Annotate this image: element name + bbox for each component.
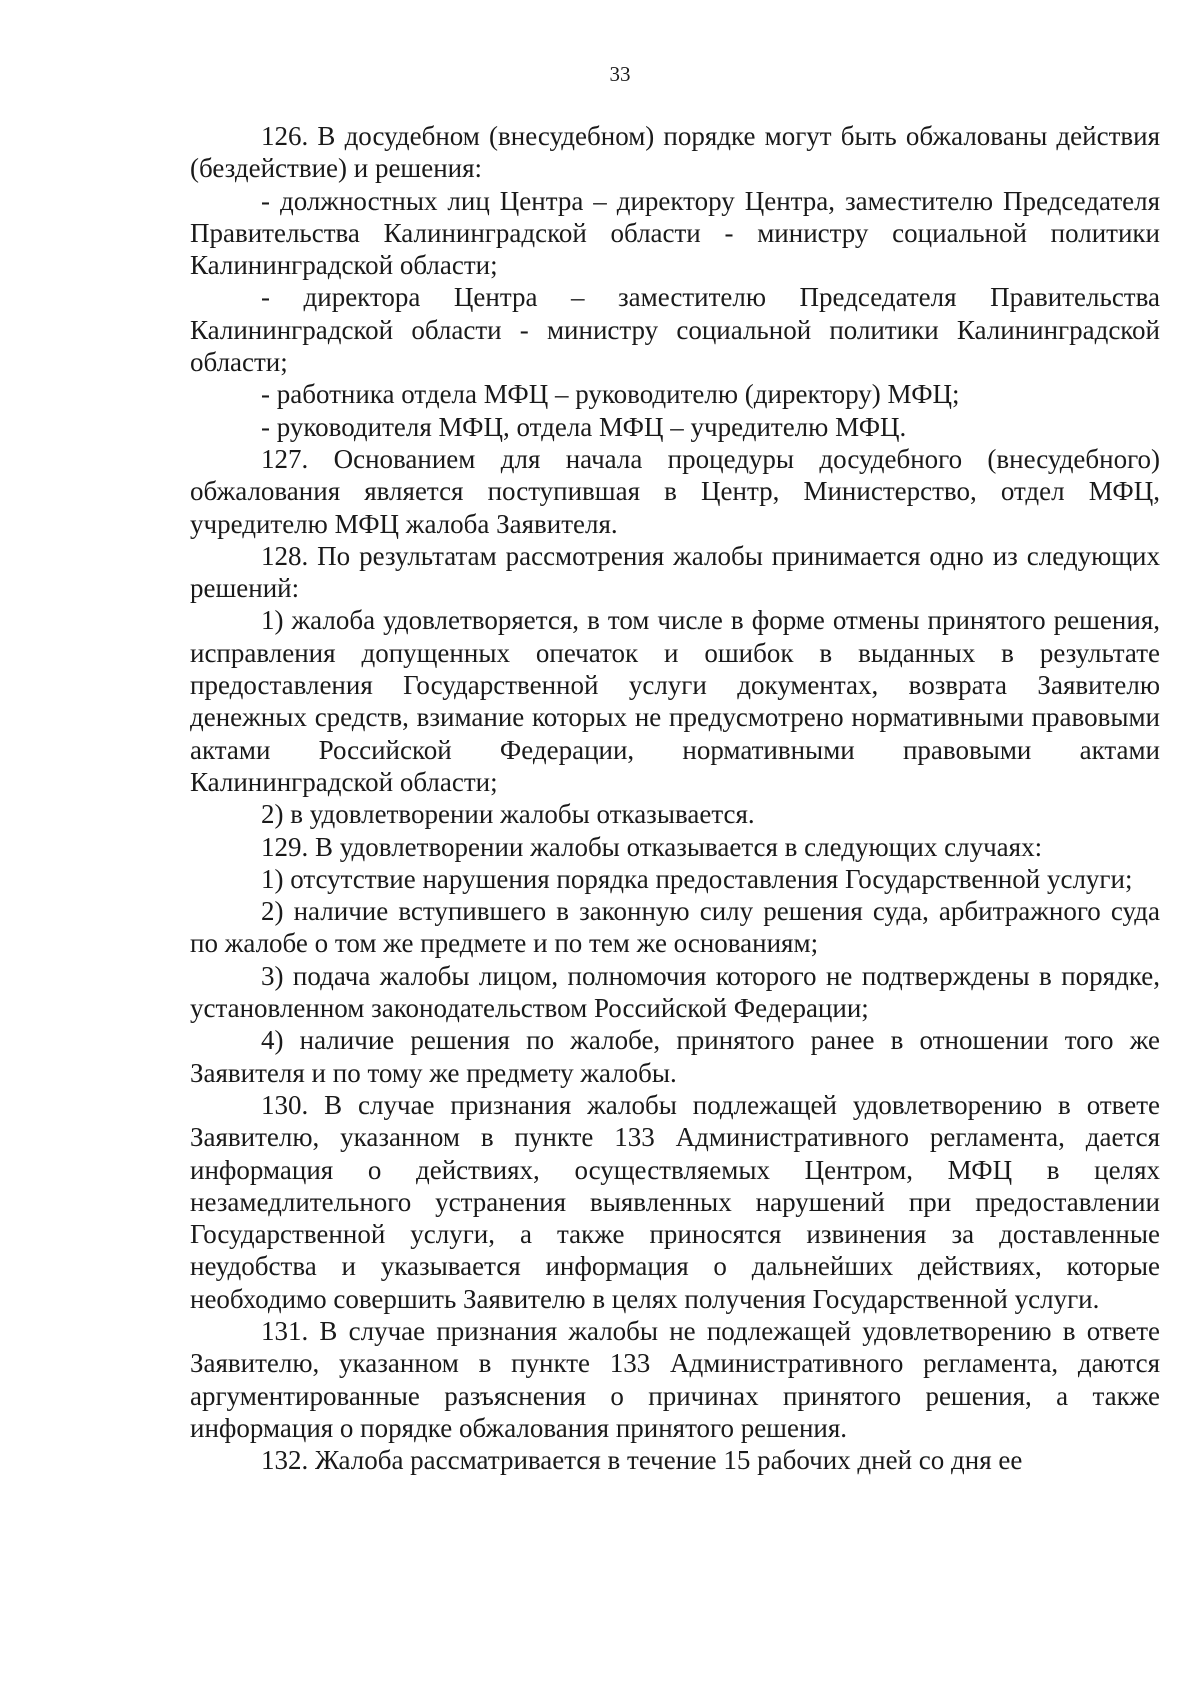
paragraph-128: 128. По результатам рассмотрения жалобы принимается одно из следующих решений: (190, 540, 1160, 604)
paragraph-127: 127. Основанием для начала процедуры досудебного (внесудебного) обжалования является поступившая в Центр, Министерство, отдел МФЦ, учредителю МФЦ жалоба Заявителя. (190, 443, 1160, 539)
list-item-court-decision: 2) наличие вступившего в законную силу решения суда, арбитражного суда по жалобе о том же предмете и по тем же основаниям; (190, 896, 1160, 959)
paragraph-130: 130. В случае признания жалобы подлежащей удовлетворению в ответе Заявителю, указанном в пункте 133 Административного регламента, дается информация о действиях, осуществляемых Центром, МФЦ в целях незамедлительного устранения выявленных нарушений при предоставлении Государственной услуги, а также приносятся извинения за доставленные неудобства и указывается информация о дальнейших действиях, которые необходимо совершить Заявителю в целях получения Государственной услуги. (190, 1089, 1160, 1314)
paragraph-126: 126. В досудебном (внесудебном) порядке могут быть обжалованы действия (бездействие) и решения: (190, 121, 1160, 184)
list-item-officials: - должностных лиц Центра – директору Центра, заместителю Председателя Правительства Калининградской области - министру социальной политики Калининградской области; (190, 185, 1160, 281)
document-body (190, 120, 1160, 1476)
list-item-prior-decision: 4) наличие решения по жалобе, принятого ранее в отношении того же Заявителя и по тому же предмету жалобы. (190, 1025, 1160, 1088)
list-item-mfc-employee: - работника отдела МФЦ – руководителю (директору) МФЦ; (261, 379, 960, 410)
list-item-director: - директора Центра – заместителю Председателя Правительства Калининградской области - министру социальной политики Калининградской области; (190, 282, 1160, 378)
paragraph-129: 129. В удовлетворении жалобы отказывается в следующих случаях: (261, 831, 1043, 862)
list-item-unauthorized-person: 3) подача жалобы лицом, полномочия которого не подтверждены в порядке, установленном законодательством Российской Федерации; (190, 960, 1160, 1024)
page-number: 33 (609, 62, 631, 86)
paragraph-132: 132. Жалоба рассматривается в течение 15 рабочих дней со дня ее (261, 1445, 1023, 1476)
list-item-complaint-satisfied: 1) жалоба удовлетворяется, в том числе в форме отмены принятого решения, исправления допущенных опечаток и ошибок в выданных в результате предоставления Государственной услуги документах, возврата Заявителю денежных средств, взимание которых не предусмотрено нормативными правовыми актами Российской Федерации, нормативными правовыми актами Калининградской области; (190, 605, 1160, 797)
list-item-no-violation: 1) отсутствие нарушения порядка предоставления Государственной услуги; (261, 863, 1133, 894)
list-item-complaint-refused: 2) в удовлетворении жалобы отказывается. (261, 799, 755, 830)
list-item-mfc-head: - руководителя МФЦ, отдела МФЦ – учредителю МФЦ. (261, 411, 907, 442)
paragraph-131: 131. В случае признания жалобы не подлежащей удовлетворению в ответе Заявителю, указанном в пункте 133 Административного регламента, даются аргументированные разъяснения о причинах принятого решения, а также информация о порядке обжалования принятого решения. (190, 1315, 1160, 1443)
